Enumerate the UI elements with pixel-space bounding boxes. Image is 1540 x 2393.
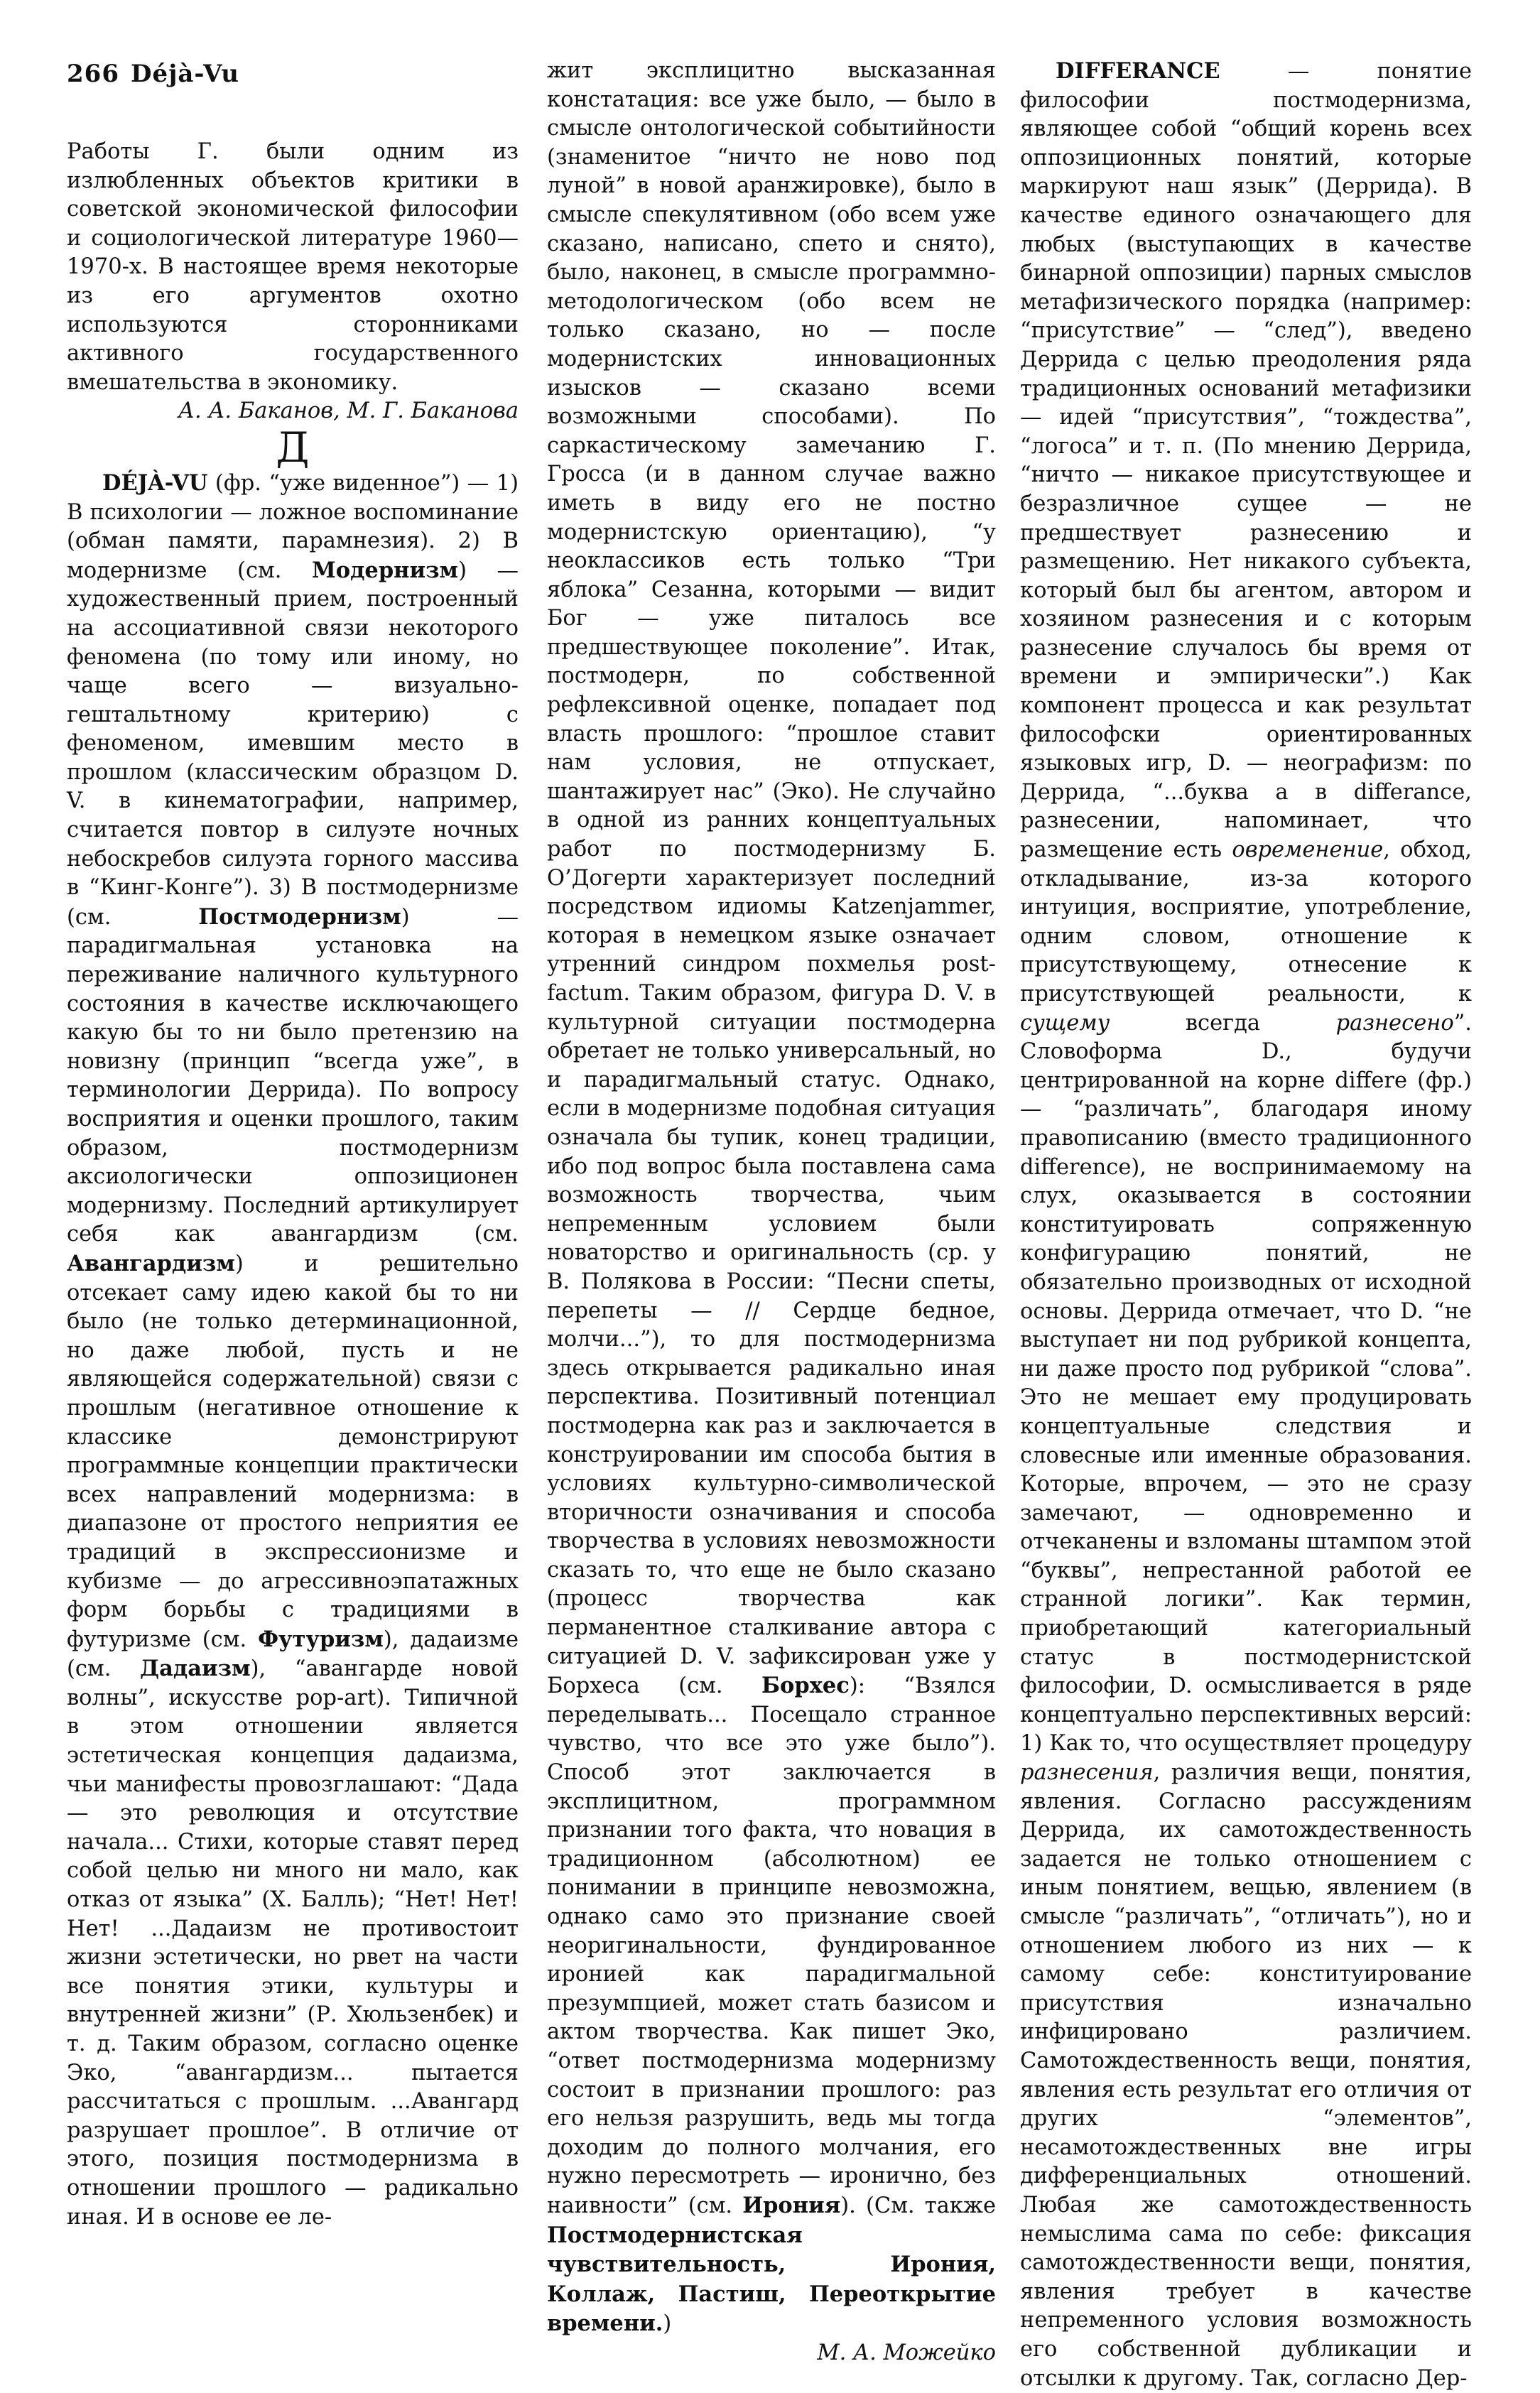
- intro-author-signature: А. А. Баканов, М. Г. Баканова: [178, 398, 519, 424]
- col3-text-1: — понятие философии постмодернизма, являющее собой “общий корень всех оппозиционных понятий, которые маркируют наш язык” (Деррида). В качестве единого означающего для любых (выступающих в качестве бинарной оппозиции) парных смыслов метафизического порядка (например: “присутствие” — “след”), введено Деррида с целью преодоления ряда традиционных оснований метафизики — идей “присутствия”, “тождества”, “логоса” и т. п. (По мнению Деррида, “ничто — никакое присутствующее и безразличное сущее — не предшествует разнесению и размещению. Нет никакого субъекта, который был бы агентом, автором и хозяином разнесения и с которым разнесение случалось бы время от времени и эмпирически”.) Как компонент процесса и как результат философски ориентированных языковых игр, D. — неографизм: по Деррида, “...буква a в differance, разнесении, напоминает, что размещение есть: [1020, 59, 1472, 863]
- differance-term: DIFFERANCE: [1056, 58, 1220, 84]
- intro-paragraph: Работы Г. были одним из излюбленных объектов критики в советской экономической философии и социологической литературе 1960—1970-х. В настоящее время некоторые из его аргументов охотно используются сторонниками активного государственного вмешательства в экономику.: [67, 139, 519, 395]
- col2-text-2: ): “Взялся переделывать... Посещало странное чувство, что все это уже было”). Способ этот заключается в эксплицитном, программном признании того факта, что новация в традиционном (абсолютном) ее понимании в принципе невозможна, однако само это признание своей неоригинальности, фундированное иронией как парадигмальной презумпцией, может стать базисом и актом творчества. Как пишет Эко, “ответ постмодернизма модернизму состоит в признании прошлого: раз его нельзя разрушить, ведь мы тогда доходим до полного молчания, его нужно пересмотреть — иронично, без наивности” (см.: [547, 1673, 997, 2218]
- dejavu-term: DÉJÀ-VU: [102, 470, 208, 496]
- col3-text-3: всегда: [1110, 1010, 1336, 1036]
- column-2: [547, 57, 996, 2368]
- page-number: 266: [67, 60, 119, 88]
- italic-razneseno: разнесено: [1335, 1010, 1454, 1036]
- dejavu-text-3: ) — парадигмальная установка на переживание наличного культурного состояния в качестве исключающего какую бы то ни было претензию на новизну (принцип “всегда уже”, в терминологии Деррида). По вопросу восприятия и оценки прошлого, таким образом, постмодернизм аксиологически оппозиционен модернизму. Последний артикулирует себя как авангардизм (см.: [67, 904, 519, 1247]
- ref-futurism: Футуризм: [258, 1626, 384, 1652]
- column-3: [1020, 57, 1472, 2393]
- col2-text-1: жит эксплицитно высказанная констатация: все уже было, — было в смысле онтологической событийности (знаменитое “ничто не ново под луной” в новой аранжировке), было в смысле спекулятивном (обо всем уже сказано, написано, спето и снято), было, наконец, в смысле программно-методологическом (обо всем не только сказано, но — после модернистских инновационных изысков — сказано всеми возможными способами). По саркастическому замечанию Г. Гросса (и в данном случае важно иметь в виду его не постно модернистскую ориентацию), “у неоклассиков есть только “Три яблока” Сезанна, которыми — видит Бог — уже питалось все предшествующее поколение”. Итак, постмодерн, по собственной рефлексивной оценке, попадает под власть прошлого: “прошлое ставит нам условия, не отпускает, шантажирует нас” (Эко). Не случайно в одной из ранних концептуальных работ по постмодернизму Б. О’Догерти характеризует последний посредством идиомы Katzenjammer, которая в немецком языке означает утренний синдром похмелья post-factum. Таким образом, фигура D. V. в культурной ситуации постмодерна обретает не только универсальный, но и парадигмальный статус. Однако, если в модернизме подобная ситуация означала бы тупик, конец традиции, ибо под вопрос была поставлена сама возможность творчества, чьим непременным условием были новаторство и оригинальность (ср. у В. Полякова в России: “Песни спеты, перепеты — // Сердце бедное, молчи...”), то для постмодернизма здесь открывается радикально иная перспектива. Позитивный потенциал постмодерна как раз и заключается в конструировании им способа бытия в условиях культурно-символической вторичности означивания и способа творчества в условиях невозможности сказать то, что еще не было сказано (процесс творчества как перманентное сталкивание автора с ситуацией D. V. зафиксирован уже у Борхеса (см.: [547, 58, 996, 1699]
- ref-modernism: Модернизм: [311, 557, 459, 583]
- ref-irony: Ирония: [742, 2192, 841, 2218]
- column-1: [67, 138, 519, 2232]
- dejavu-text-5: ), дадаизме (см.: [67, 1627, 519, 1682]
- dejavu-entry: [67, 469, 519, 2232]
- italic-ovremenenie: овременение: [1232, 837, 1384, 863]
- dejavu-text-6: ), “авангарде новой волны”, искусстве pop-art). Типичной в этом отношении является эстетическая концепция дадаизма, чьи манифесты провозглашают: “Дада — это революция и отсутствие начала... Стихи, которые ставят перед собой целью ни много ни мало, как отказ от языка” (Х. Балль); “Нет! Нет! Нет! ...Дадаизм не противостоит жизни эстетически, но рвет на части все понятия этики, культуры и внутренней жизни” (Р. Хюльзенбек) и т. д. Таким образом, согласно оценке Эко, “авангардизм... пытается рассчитаться с прошлым. ...Авангард разрушает прошлое”. В отличие от этого, позиция постмодернизма в отношении прошлого — радикально иная. И в основе ее ле-: [67, 1656, 519, 2230]
- see-also-refs: Постмодернистская чувствительность, Ирония, Коллаж, Пастиш, Переоткрытие времени.: [547, 2222, 996, 2337]
- running-title: Déjà-Vu: [130, 60, 239, 88]
- italic-razneseniya: разнесения: [1020, 1760, 1154, 1786]
- col3-text-4: ”. Словоформа D., будучи центрированной на корне differe (фр.) — “различать”, благодаря иному правописанию (вместо традиционного difference), не воспринимаемому на слух, оказывается в состоянии конституировать сопряженную конфигурацию понятий, не обязательно производных от исходной основы. Деррида отмечает, что D. “не выступает ни под рубрикой концепта, ни даже просто под рубрикой “слова”. Это не мешает ему продуцировать концептуальные следствия и словесные или именные образования. Которые, впрочем, — это не сразу замечают, — одновременно и отчеканены и взломаны штампом этой “буквы”, непрестанной работой ее странной логики”. Как термин, приобретающий категориальный статус в постмодернистской философии, D. осмысливается в ряде концептуально перспективных версий: 1) Как то, что осуществляет процедуру: [1020, 1010, 1472, 1757]
- col3-text-2: , обход, откладывание, из-за которого интуиция, восприятие, употребление, одним словом, отношение к присутствующему, отнесение к присутствующей реальности, к: [1020, 837, 1473, 1006]
- running-header: [67, 60, 239, 88]
- ref-postmodernism: Постмодернизм: [198, 904, 401, 930]
- dejavu-text-1: (фр. “уже виденное”) — 1) В психологии — ложное воспоминание (обман памяти, парамнезия). 2) В модернизме (см.: [67, 470, 519, 583]
- ref-borges: Борхес: [761, 1673, 850, 1699]
- italic-sushchemu: сущему: [1020, 1010, 1110, 1036]
- differance-entry: [1020, 57, 1472, 2393]
- col3-text-5: , различия вещи, понятия, явления. Согласно рассуждениям Деррида, их самотождественность задается не только отношением с иным понятием, вещью, явлением (в смысле “различать”, “отличать”), но и отношением любого из них — к самому себе: конституирование присутствия изначально инфицировано различием. Самотождественность вещи, понятия, явления есть результат его отличия от других “элементов”, несамотождественных вне игры дифференциальных отношений. Любая же самотождественность немыслима сама по себе: фиксация самотождественности вещи, понятия, явления требует в качестве непременного условия возможность его собственной дубликации и отсылки к другому. Так, согласно Дер-: [1020, 1760, 1472, 2391]
- col2-text-3: ). (См. также: [840, 2193, 996, 2218]
- dejavu-continued: [547, 57, 996, 2339]
- dejavu-author-signature: М. А. Можейко: [817, 2340, 996, 2365]
- ref-avantgarde: Авангардизм: [67, 1250, 235, 1276]
- section-letter-heading: Д: [276, 423, 310, 472]
- dejavu-text-2: ) — художественный прием, построенный на ассоциативной связи некоторого феномена (по тому или иному, но чаще всего — визуально-гештальтному критерию) с феноменом, имевшим место в прошлом (классическим образцом D. V. в кинематографии, например, считается повтор в силуэте ночных небоскребов силуэта горного массива в “Кинг-Конге”). 3) В постмодернизме (см.: [67, 558, 519, 930]
- dejavu-text-4: ) и решительно отсекает саму идею какой бы то ни было (не только детерминационной, но даже любой, пусть и не являющейся содержательной) связи с прошлым (негативное отношение к классике демонстрируют программные концепции практически всех направлений модернизма: в диапазоне от простого неприятия ее традиций в экспрессионизме и кубизме — до агрессивноэпатажных форм борьбы с традициями в футуризме (см.: [67, 1251, 519, 1652]
- col2-text-4: ): [663, 2311, 672, 2337]
- ref-dadaism: Дадаизм: [140, 1656, 251, 1682]
